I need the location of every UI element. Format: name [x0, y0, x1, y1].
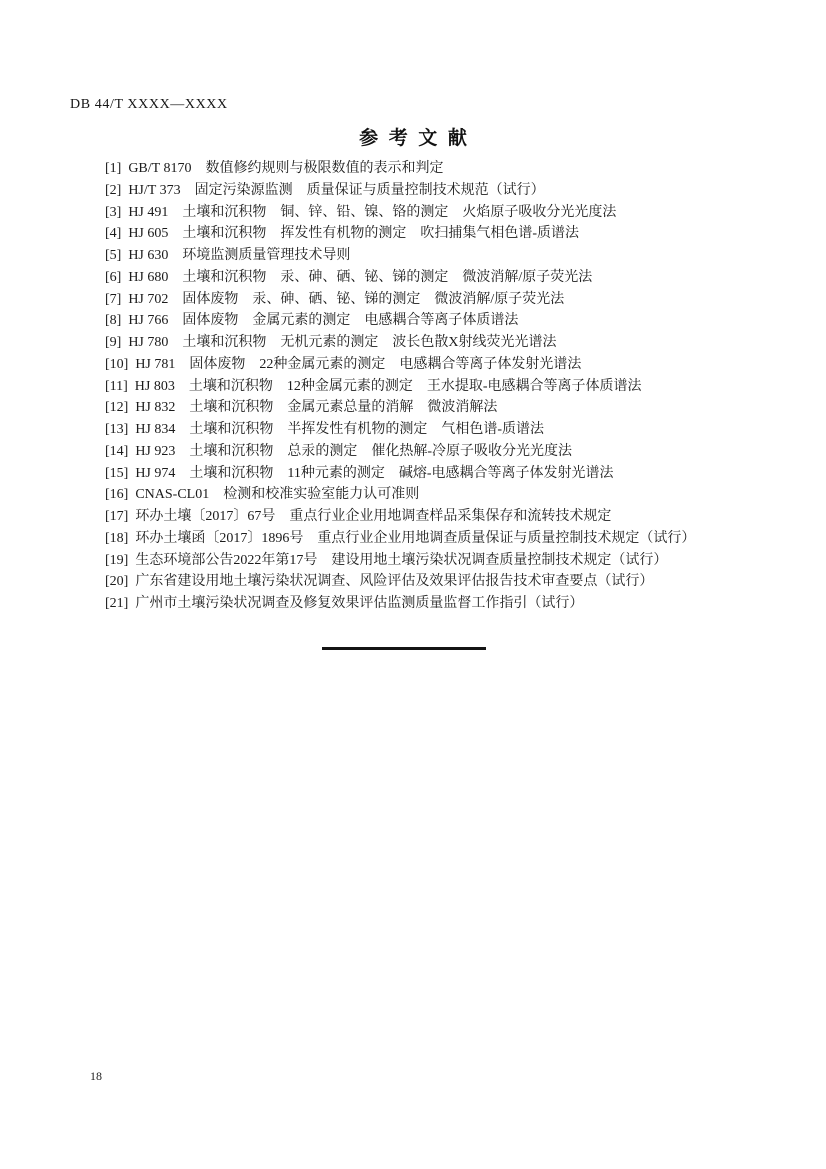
reference-item: [9] HJ 780 土壤和沉积物 无机元素的测定 波长色散X射线荧光光谱法 — [105, 335, 557, 350]
reference-item: [13] HJ 834 土壤和沉积物 半挥发性有机物的测定 气相色谱-质谱法 — [105, 422, 545, 437]
reference-list — [105, 158, 765, 615]
reference-item: [10] HJ 781 固体废物 22种金属元素的测定 电感耦合等离子体发射光谱法 — [105, 356, 582, 372]
reference-item: [1] GB/T 8170 数值修约规则与极限数值的表示和判定 — [105, 161, 444, 176]
reference-item: [6] HJ 680 土壤和沉积物 汞、砷、硒、铋、锑的测定 微波消解/原子荧光法 — [105, 269, 593, 285]
reference-item: [19] 生态环境部公告2022年第17号 建设用地土壤污染状况调查质量控制技术规定（试行） — [105, 552, 668, 568]
reference-item: [16] CNAS-CL01 检测和校准实验室能力认可准则 — [105, 487, 420, 503]
document-code-header: DB 44/T XXXX—XXXX — [70, 97, 228, 112]
reference-item: [2] HJ/T 373 固定污染源监测 质量保证与质量控制技术规范（试行） — [105, 182, 545, 198]
reference-item: [7] HJ 702 固体废物 汞、砷、硒、铋、锑的测定 微波消解/原子荧光法 — [105, 291, 565, 307]
reference-item: [4] HJ 605 土壤和沉积物 挥发性有机物的测定 吹扫捕集气相色谱-质谱法 — [105, 226, 580, 242]
reference-item: [17] 环办土壤〔2017〕67号 重点行业企业用地调查样品采集保存和流转技术规定 — [105, 509, 612, 524]
reference-item: [12] HJ 832 土壤和沉积物 金属元素总量的消解 微波消解法 — [105, 400, 498, 416]
reference-item: [8] HJ 766 固体废物 金属元素的测定 电感耦合等离子体质谱法 — [105, 313, 519, 329]
reference-item: [21] 广州市土壤污染状况调查及修复效果评估监测质量监督工作指引（试行） — [105, 596, 584, 611]
reference-item: [18] 环办土壤函〔2017〕1896号 重点行业企业用地调查质量保证与质量控制技术规定（试行） — [105, 530, 696, 546]
page-number: 18 — [90, 1069, 102, 1083]
reference-item: [20] 广东省建设用地土壤污染状况调查、风险评估及效果评估报告技术审查要点（试行） — [105, 574, 654, 590]
reference-item: [3] HJ 491 土壤和沉积物 铜、锌、铅、镍、铬的测定 火焰原子吸收分光光度法 — [105, 204, 617, 220]
page-title: 参 考 文 献 — [359, 128, 467, 149]
reference-item: [5] HJ 630 环境监测质量管理技术导则 — [105, 248, 351, 263]
reference-item: [15] HJ 974 土壤和沉积物 11种元素的测定 碱熔-电感耦合等离子体发射光谱法 — [105, 465, 614, 481]
reference-item: [14] HJ 923 土壤和沉积物 总汞的测定 催化热解-冷原子吸收分光光度法 — [105, 443, 573, 459]
end-of-document-rule — [322, 647, 486, 650]
reference-item: [11] HJ 803 土壤和沉积物 12种金属元素的测定 王水提取-电感耦合等离子体质谱法 — [105, 378, 642, 394]
